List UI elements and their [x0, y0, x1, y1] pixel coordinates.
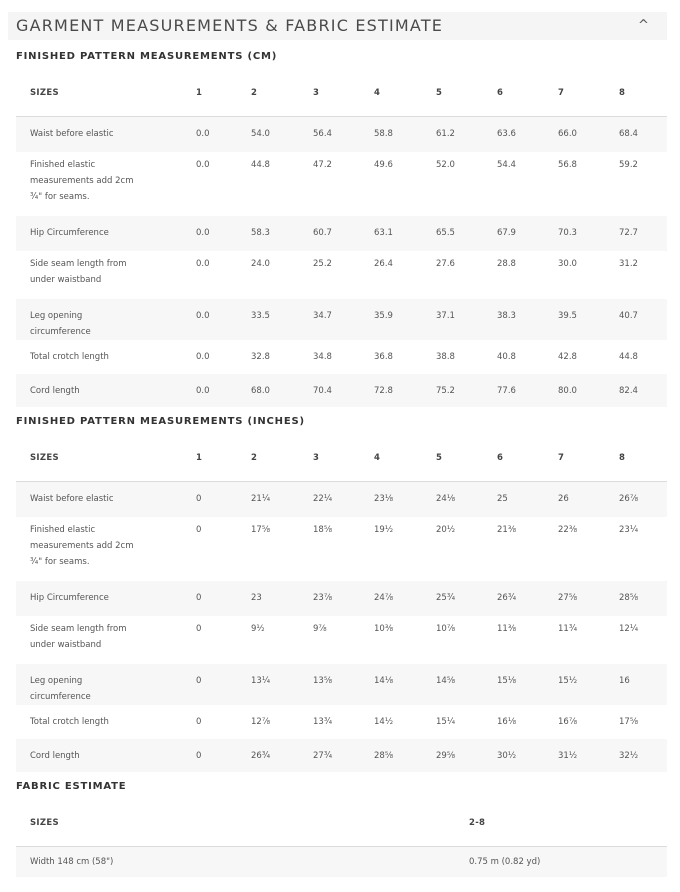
- accordion-title: GARMENT MEASUREMENTS & FABRIC ESTIMATE: [16, 16, 444, 35]
- row-label: Width 148 cm (58"): [16, 847, 469, 878]
- cell-value: 47.2: [313, 159, 332, 170]
- cell-value: 30½: [497, 739, 558, 772]
- cell-value: 80.0: [558, 374, 619, 407]
- cell-value: 28⅝: [619, 581, 667, 616]
- cell-value: 44.8: [251, 159, 270, 170]
- cell-value: 9½: [251, 623, 265, 634]
- cell-value: 16: [619, 664, 667, 705]
- cell-value: 31.2: [619, 258, 638, 269]
- cell-value: 0: [196, 482, 251, 517]
- cell-value: 63.6: [497, 117, 558, 152]
- cell-value: 0: [196, 664, 251, 705]
- cell-value: 15½: [558, 664, 619, 705]
- header-size-3: 3: [313, 70, 374, 117]
- fabric-section-title: FABRIC ESTIMATE: [16, 781, 127, 792]
- header-size-7: 7: [558, 435, 619, 482]
- cell-value: 70.3: [558, 216, 619, 251]
- accordion-header[interactable]: [8, 12, 667, 40]
- cell-value: 27.6: [436, 258, 455, 269]
- cell-value: 34.8: [313, 351, 332, 362]
- cell-value: 38.8: [436, 351, 455, 362]
- cell-value: 82.4: [619, 374, 667, 407]
- row-label: Waist before elastic: [16, 117, 196, 152]
- cell-value: 9⅞: [313, 623, 327, 634]
- table-row: [16, 616, 667, 664]
- cell-value: 77.6: [497, 374, 558, 407]
- cm-section-title: FINISHED PATTERN MEASUREMENTS (CM): [16, 51, 278, 62]
- cell-value: 67.9: [497, 216, 558, 251]
- cell-value: 60.7: [313, 216, 374, 251]
- table-row: [16, 847, 667, 878]
- cell-value: 0: [196, 581, 251, 616]
- cell-value: 27¾: [313, 739, 374, 772]
- cell-value: 26.4: [374, 258, 393, 269]
- header-size-1: 1: [196, 70, 251, 117]
- header-size-2: 2: [251, 435, 313, 482]
- cell-value: 0.0: [196, 159, 210, 170]
- cell-value: 27⅝: [558, 581, 619, 616]
- header-size-4: 4: [374, 435, 436, 482]
- row-label: Cord length: [16, 374, 196, 407]
- cell-value: 0.0: [196, 117, 251, 152]
- cell-value: 23⅞: [313, 581, 374, 616]
- cell-value: 32½: [619, 739, 667, 772]
- cell-value: 58.3: [251, 216, 313, 251]
- table-row: [16, 664, 667, 705]
- cell-value: 26¾: [497, 581, 558, 616]
- header-size-4: 4: [374, 70, 436, 117]
- cell-value: 40.8: [497, 351, 516, 362]
- header-size-6: 6: [497, 70, 558, 117]
- header-size-8: 8: [619, 70, 667, 117]
- table-row: [16, 482, 667, 517]
- cell-value: 56.4: [313, 117, 374, 152]
- cell-value: 68.4: [619, 117, 667, 152]
- cell-value: 0.0: [196, 351, 210, 362]
- cell-value: 25.2: [313, 258, 332, 269]
- cell-value: 19½: [374, 524, 394, 535]
- chevron-up-icon[interactable]: ^: [638, 18, 649, 33]
- header-size-1: 1: [196, 435, 251, 482]
- cell-value: 0.0: [196, 258, 210, 269]
- cell-value: 72.7: [619, 216, 667, 251]
- cell-value: 28.8: [497, 258, 516, 269]
- cell-value: 26: [558, 482, 619, 517]
- cell-value: 37.1: [436, 299, 497, 340]
- table-row: [16, 251, 667, 299]
- cell-value: 0.75 m (0.82 yd): [469, 847, 667, 878]
- cell-value: 32.8: [251, 351, 270, 362]
- cell-value: 33.5: [251, 299, 313, 340]
- cell-value: 30.0: [558, 258, 577, 269]
- cell-value: 0.0: [196, 374, 251, 407]
- cell-value: 0: [196, 524, 202, 535]
- cell-value: 49.6: [374, 159, 393, 170]
- row-label: Total crotch length: [30, 351, 109, 362]
- table-row: [16, 216, 667, 251]
- cell-value: 15¼: [436, 716, 456, 727]
- row-label: Total crotch length: [30, 716, 109, 727]
- header-size-6: 6: [497, 435, 558, 482]
- cell-value: 14½: [374, 716, 394, 727]
- table-row: [16, 340, 667, 374]
- cell-value: 10⅜: [374, 623, 394, 634]
- header-size-5: 5: [436, 435, 497, 482]
- cell-value: 13¼: [251, 664, 313, 705]
- cell-value: 0.0: [196, 216, 251, 251]
- cell-value: 20½: [436, 524, 456, 535]
- cell-value: 29⅝: [436, 739, 497, 772]
- cell-value: 66.0: [558, 117, 619, 152]
- row-label: Side seam length from under waistband: [30, 258, 127, 285]
- cell-value: 21⅜: [497, 524, 517, 535]
- row-label: Finished elastic measurements add 2cm ¾" for seams.: [30, 159, 134, 202]
- cell-value: 44.8: [619, 351, 638, 362]
- cell-value: 10⅞: [436, 623, 456, 634]
- cell-value: 22⅜: [558, 524, 578, 535]
- cell-value: 14⅛: [374, 664, 436, 705]
- cell-value: 38.3: [497, 299, 558, 340]
- cell-value: 75.2: [436, 374, 497, 407]
- table-row: [16, 299, 667, 340]
- table-header-row: [16, 70, 667, 117]
- table-header-row: [16, 435, 667, 482]
- cell-value: 24⅛: [436, 482, 497, 517]
- cell-value: 40.7: [619, 299, 667, 340]
- header-sizes: SIZES: [16, 435, 196, 482]
- header-sizes: SIZES: [16, 800, 469, 847]
- cm-measurements-table: [16, 70, 667, 407]
- cell-value: 63.1: [374, 216, 436, 251]
- cell-value: 35.9: [374, 299, 436, 340]
- inches-measurements-table: [16, 435, 667, 772]
- row-label: Hip Circumference: [16, 581, 196, 616]
- cell-value: 17⅝: [251, 524, 271, 535]
- cell-value: 26¾: [251, 739, 313, 772]
- header-size-2: 2: [251, 70, 313, 117]
- table-row: [16, 152, 667, 216]
- cell-value: 0: [196, 623, 202, 634]
- row-label: Hip Circumference: [16, 216, 196, 251]
- cell-value: 36.8: [374, 351, 393, 362]
- cell-value: 24.0: [251, 258, 270, 269]
- cell-value: 0: [196, 739, 251, 772]
- table-row: [16, 117, 667, 152]
- cell-value: 21¼: [251, 482, 313, 517]
- cell-value: 0: [196, 716, 202, 727]
- cell-value: 42.8: [558, 351, 577, 362]
- cell-value: 15⅛: [497, 664, 558, 705]
- cell-value: 56.8: [558, 159, 577, 170]
- row-label: Leg opening circumference: [16, 299, 196, 340]
- cell-value: 16⅞: [558, 716, 578, 727]
- header-size-7: 7: [558, 70, 619, 117]
- cell-value: 18⅝: [313, 524, 333, 535]
- table-row: [16, 374, 667, 407]
- cell-value: 28⅝: [374, 739, 436, 772]
- cell-value: 12⅞: [251, 716, 271, 727]
- row-label: Waist before elastic: [16, 482, 196, 517]
- table-row: [16, 517, 667, 581]
- cell-value: 24⅞: [374, 581, 436, 616]
- row-label: Finished elastic measurements add 2cm ¾" for seams.: [30, 524, 134, 567]
- cell-value: 61.2: [436, 117, 497, 152]
- cell-value: 58.8: [374, 117, 436, 152]
- table-row: [16, 739, 667, 772]
- cell-value: 14⅝: [436, 664, 497, 705]
- header-size-2-8: 2-8: [469, 800, 667, 847]
- cell-value: 23¼: [619, 524, 639, 535]
- header-sizes: SIZES: [16, 70, 196, 117]
- cell-value: 54.4: [497, 159, 516, 170]
- cell-value: 13⅝: [313, 664, 374, 705]
- cell-value: 0.0: [196, 299, 251, 340]
- cell-value: 68.0: [251, 374, 313, 407]
- cell-value: 16⅛: [497, 716, 517, 727]
- row-label: Cord length: [16, 739, 196, 772]
- cell-value: 23⅛: [374, 482, 436, 517]
- cell-value: 34.7: [313, 299, 374, 340]
- header-size-3: 3: [313, 435, 374, 482]
- table-row: [16, 581, 667, 616]
- cell-value: 25: [497, 482, 558, 517]
- row-label: Side seam length from under waistband: [30, 623, 127, 650]
- fabric-estimate-table: [16, 800, 667, 877]
- cell-value: 59.2: [619, 159, 638, 170]
- cell-value: 70.4: [313, 374, 374, 407]
- row-label: Leg opening circumference: [16, 664, 196, 705]
- cell-value: 22¼: [313, 482, 374, 517]
- cell-value: 11⅜: [497, 623, 517, 634]
- cell-value: 39.5: [558, 299, 619, 340]
- cell-value: 23: [251, 581, 313, 616]
- cell-value: 17⅝: [619, 716, 639, 727]
- cell-value: 26⅞: [619, 482, 667, 517]
- header-size-8: 8: [619, 435, 667, 482]
- cell-value: 13¾: [313, 716, 333, 727]
- header-size-5: 5: [436, 70, 497, 117]
- cell-value: 65.5: [436, 216, 497, 251]
- table-row: [16, 705, 667, 739]
- table-header-row: [16, 800, 667, 847]
- inches-section-title: FINISHED PATTERN MEASUREMENTS (INCHES): [16, 416, 305, 427]
- cell-value: 12¼: [619, 623, 639, 634]
- cell-value: 54.0: [251, 117, 313, 152]
- cell-value: 31½: [558, 739, 619, 772]
- cell-value: 11¾: [558, 623, 578, 634]
- cell-value: 72.8: [374, 374, 436, 407]
- cell-value: 52.0: [436, 159, 455, 170]
- cell-value: 25¾: [436, 581, 497, 616]
